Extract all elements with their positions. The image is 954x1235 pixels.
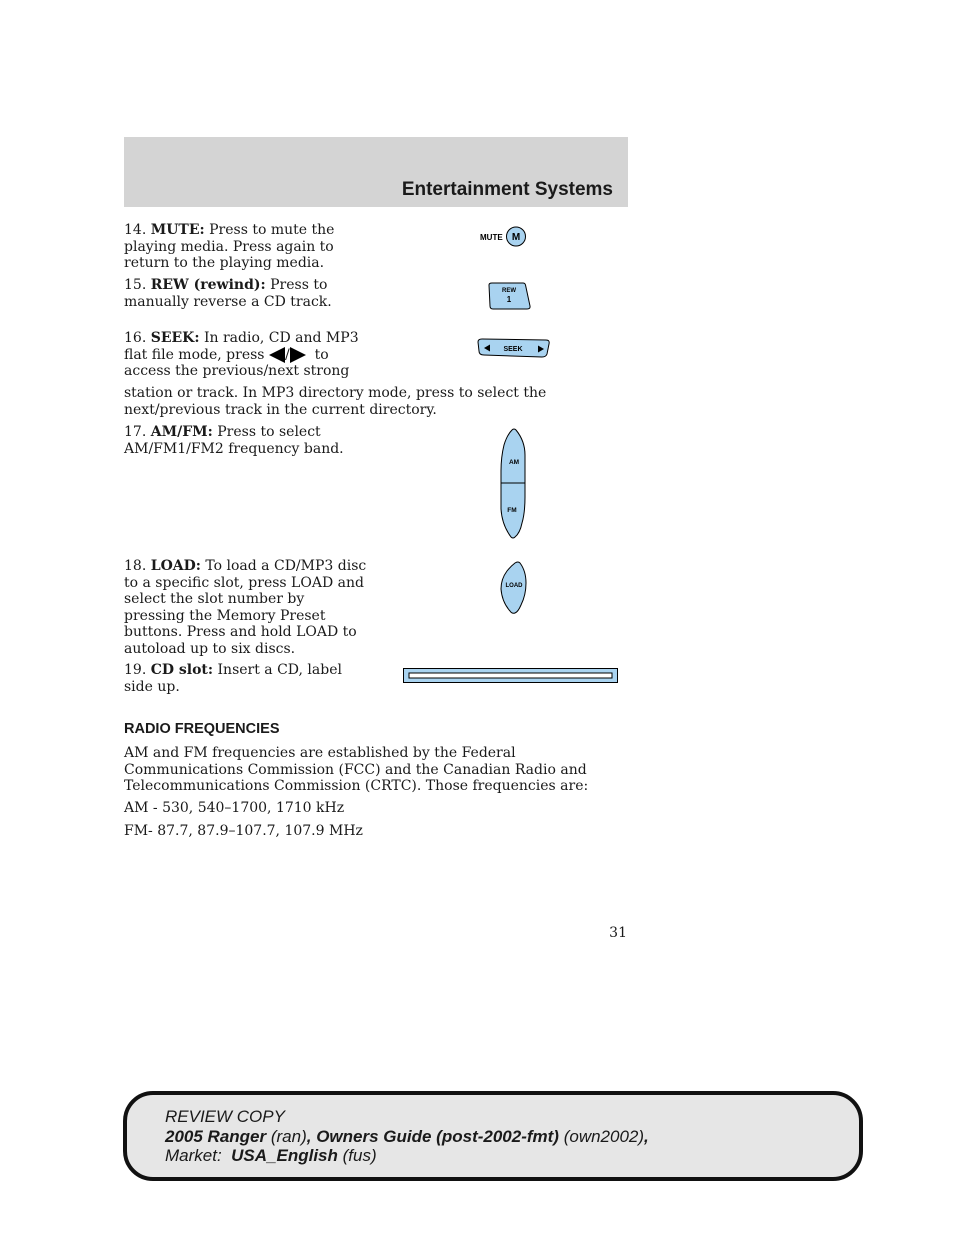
am-frequencies: AM - 530, 540–1700, 1710 kHz [124, 800, 345, 816]
item-load: 18. LOAD: To load a CD/MP3 disc to a specific slot, press LOAD and select the slot number by pressing the Memory Preset buttons. Press and hold LOAD to autoload up to six discs. [124, 558, 367, 657]
item-seek-cont: station or track. In MP3 directory mode, press to select the next/previous track in the current directory. [124, 385, 547, 418]
svg-text:REW: REW [502, 288, 516, 294]
svg-text:LOAD: LOAD [505, 583, 523, 589]
radio-paragraph: AM and FM frequencies are established by the Federal Communications Commission (FCC) and the Canadian Radio and Telecommunications Commission (CRTC). Those frequencies are: [124, 745, 589, 794]
svg-text:FM: FM [507, 507, 517, 514]
item-cd-slot: 19. CD slot: Insert a CD, label side up. [124, 662, 342, 695]
review-copy-label: REVIEW COPY [165, 1107, 285, 1126]
item-amfm: 17. AM/FM: Press to select AM/FM1/FM2 frequency band. [124, 424, 344, 457]
review-copy-footer [123, 1091, 863, 1181]
section-header [124, 137, 628, 207]
section-title: Entertainment Systems [401, 179, 613, 200]
seek-button-illustration [476, 338, 552, 360]
svg-text:M: M [511, 232, 521, 243]
arrow-left-icon [269, 347, 285, 363]
fm-frequencies: FM- 87.7, 87.9–107.7, 107.9 MHz [124, 823, 363, 839]
mute-button-illustration [478, 225, 530, 249]
footer-market-line: Market: USA_English (fus) [165, 1146, 377, 1165]
rew-button-illustration [487, 282, 533, 310]
footer-guide-line: 2005 Ranger (ran), Owners Guide (post-2002-fmt) (own2002), [165, 1127, 649, 1146]
load-button-illustration [499, 561, 529, 615]
item-seek: 16. SEEK: In radio, CD and MP3 flat file mode, press / to access the previous/next strong [124, 330, 359, 379]
svg-text:AM: AM [508, 459, 520, 466]
page-number: 31 [609, 925, 627, 941]
item-mute: 14. MUTE: Press to mute the playing media. Press again to return to the playing media. [124, 222, 335, 271]
amfm-button-illustration [498, 427, 530, 541]
radio-frequencies-heading: RADIO FREQUENCIES [124, 721, 280, 737]
item-rew: 15. REW (rewind): Press to manually reverse a CD track. [124, 277, 332, 310]
svg-text:MUTE: MUTE [480, 233, 503, 242]
arrow-right-icon [290, 347, 306, 363]
svg-text:SEEK: SEEK [503, 346, 523, 353]
cd-slot-illustration [403, 668, 619, 684]
svg-text:1: 1 [506, 295, 512, 304]
